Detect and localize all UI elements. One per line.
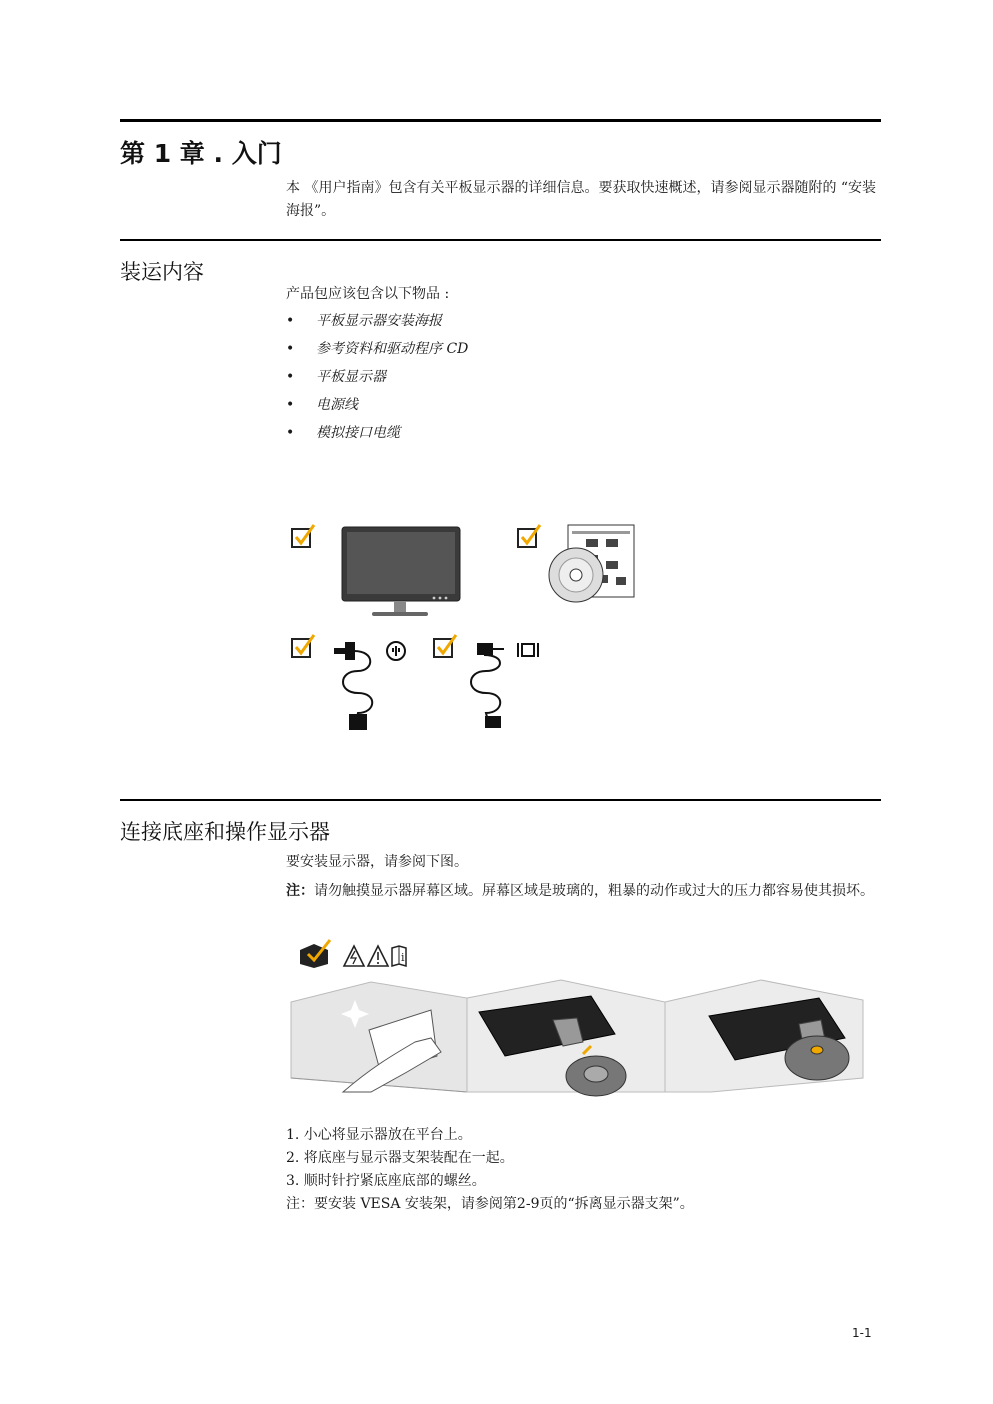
step-item: 3. 顺时针拧紧底座底部的螺丝。 bbox=[286, 1173, 486, 1189]
checkbox-icon bbox=[518, 525, 540, 547]
shipping-lead: 产品包应该包含以下物品 : bbox=[286, 286, 450, 302]
checkbox-icon bbox=[292, 525, 314, 547]
note-label: 注： bbox=[286, 883, 314, 899]
attach-base-step bbox=[467, 980, 665, 1096]
step-item: 1. 小心将显示器放在平台上。 bbox=[286, 1127, 472, 1143]
intro-paragraph: 本 《用户指南》包含有关平板显示器的详细信息。要获取快速概述，请参阅显示器随附的 “安装海报”。 bbox=[286, 180, 877, 219]
warning-icon bbox=[368, 946, 388, 966]
box-checkmark-icon bbox=[300, 940, 330, 968]
section-rule-shipping bbox=[120, 239, 881, 241]
assembly-steps bbox=[286, 1124, 886, 1216]
page-number: 1-1 bbox=[852, 1326, 872, 1340]
connect-lead: 要安装显示器，请参阅下图。 bbox=[286, 854, 468, 870]
tighten-screw-step bbox=[665, 980, 863, 1092]
vga-cable-icon bbox=[471, 643, 538, 727]
shipping-heading: 装运内容 bbox=[120, 260, 204, 284]
wipe-surface-step bbox=[291, 982, 467, 1092]
note-text: 请勿触摸显示器屏幕区域。屏幕区域是玻璃的，粗暴的动作或过大的压力都容易使其损坏。 bbox=[314, 883, 874, 899]
step-item: 2. 将底座与显示器支架装配在一起。 bbox=[286, 1150, 514, 1166]
connect-heading: 连接底座和操作显示器 bbox=[120, 820, 330, 844]
manual-info-icon bbox=[392, 946, 406, 966]
electric-warning-icon bbox=[344, 946, 364, 966]
assembly-illustration bbox=[291, 980, 863, 1092]
poster-cd-icon bbox=[549, 525, 634, 602]
safety-icons bbox=[298, 940, 410, 970]
monitor-icon bbox=[342, 527, 460, 616]
chapter-rule bbox=[120, 119, 881, 122]
final-note: 注：要安装 VESA 安装架，请参阅第2-9页的“拆离显示器支架”。 bbox=[286, 1196, 694, 1212]
checkbox-icon bbox=[292, 635, 314, 657]
chapter-title: 第 1 章 . 入门 bbox=[120, 139, 282, 168]
connect-note bbox=[286, 880, 886, 903]
svg-text:i: i bbox=[401, 951, 405, 964]
package-contents-illustration bbox=[286, 515, 646, 735]
checkbox-icon bbox=[434, 635, 456, 657]
section-rule-connect bbox=[120, 799, 881, 801]
power-cord-icon bbox=[334, 642, 405, 729]
